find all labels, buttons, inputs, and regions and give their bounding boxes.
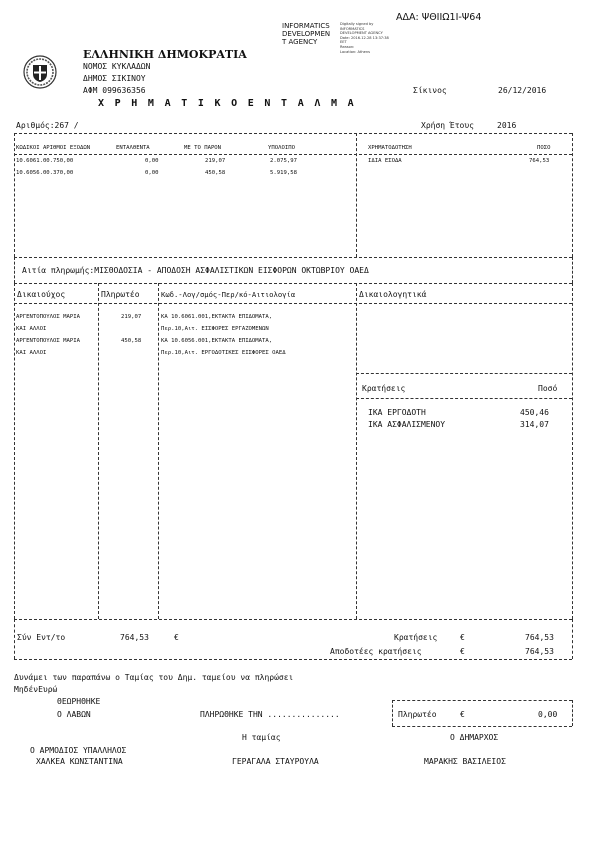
payable-withholdings-label: Αποδοτέες κρατήσεις: [330, 647, 422, 656]
payable-amount: 219,07: [121, 314, 142, 320]
signature-stamp: [282, 22, 330, 46]
issued-value: 0,00: [145, 170, 159, 176]
justification: ΚΑ 10.6056.001,ΕΚΤΑΚΤΑ ΕΠΙΔΟΜΑΤΑ,: [161, 338, 273, 344]
divider: [572, 257, 573, 283]
divider: [572, 133, 573, 257]
withholding-amount: 314,07: [520, 420, 549, 429]
divider: [14, 619, 572, 620]
place: Σίκινος: [413, 86, 447, 95]
col-header-payable: Πληρωτέο: [101, 290, 140, 299]
stamp-detail: DEVELOPMENT AGENCY: [340, 31, 383, 36]
withholdings-total-label: Κρατήσεις: [394, 633, 438, 642]
withholding-name: ΙΚΑ ΑΣΦΑΛΙΣΜΕΝΟΥ: [368, 420, 446, 429]
issued-value: 0,00: [145, 158, 159, 164]
stamp-line-2: DEVELOPMEN: [282, 30, 331, 38]
col-header-justification: Κωδ.-Λογ/σμός-Περ/κό-Αιτιολογία: [161, 290, 296, 299]
stamp-detail: INFORMATICS: [340, 26, 365, 31]
sum-value: 764,53: [120, 633, 149, 642]
account-code: 10.6056.00.370,00: [16, 170, 74, 176]
payment-cause: Αιτία πληρωμής:ΜΙΣΘΟΔΟΣΙΑ - ΑΠΟΔΟΣΗ ΑΣΦΑΛΙΣΤΙΚΩΝ ΕΙΣΦΟΡΩΝ ΟΚΤΩΒΡΙΟΥ ΟΑΕΔ: [22, 266, 369, 275]
balance-value: 2.075,97: [270, 158, 297, 164]
divider: [392, 700, 572, 701]
withholding-name: ΙΚΑ ΕΡΓΟΔΟΤΗ: [368, 408, 426, 417]
seen-label: ΘΕΩΡΗΘΗΚΕ: [57, 697, 101, 706]
beneficiary: ΚΑΙ ΑΛΛΟΙ: [16, 350, 47, 356]
afm: ΑΦΜ 099636356: [83, 86, 146, 95]
document-title: Χ Ρ Η Μ Α Τ Ι Κ Ο Ε Ν Τ Α Λ Μ Α: [98, 98, 356, 109]
withholdings-label: Κρατήσεις: [362, 384, 406, 393]
stamp-line-1: INFORMATICS: [282, 22, 330, 30]
fiscal-year-label: Χρήση Έτους: [421, 121, 474, 130]
divider: [98, 283, 99, 619]
stamp-detail: Location: Athens: [340, 49, 370, 54]
mayor-name: ΜΑΡΑΚΗΣ ΒΑΣΙΛΕΙΟΣ: [424, 757, 506, 766]
stamp-detail: EET: [340, 40, 347, 45]
payable-withholdings-value: 764,53: [525, 647, 554, 656]
municipality: ΔΗΜΟΣ ΣΙΚΙΝΟΥ: [83, 74, 146, 83]
divider: [14, 257, 572, 258]
euro-sign: €: [460, 633, 465, 642]
current-value: 219,07: [205, 158, 226, 164]
official-title: Ο ΑΡΜΟΔΙΟΣ ΥΠΑΛΛΗΛΟΣ: [30, 746, 127, 755]
divider: [572, 283, 573, 619]
justification: Περ.10,Αιτ. ΕΡΓΟΔΟΤΙΚΕΣ ΕΙΣΦΟΡΕΣ ΟΑΕΔ: [161, 350, 286, 356]
divider: [14, 154, 572, 155]
euro-sign: €: [460, 710, 465, 719]
divider: [356, 283, 357, 619]
beneficiary: ΑΡΓΕΝΤΟΠΟΥΛΟΣ ΜΑΡΙΑ: [16, 314, 80, 320]
stamp-line-3: T AGENCY: [282, 38, 318, 46]
balance-value: 5.919,58: [270, 170, 297, 176]
date: 26/12/2016: [498, 86, 547, 95]
divider: [158, 283, 159, 619]
col-header-current: ΜΕ ΤΟ ΠΑΡΟΝ: [184, 145, 222, 151]
col-header-balance: ΥΠΟΛΟΙΠΟ: [268, 145, 295, 151]
divider: [356, 373, 572, 374]
mayor-title: Ο ΔΗΜΑΡΧΟΣ: [450, 733, 499, 742]
withholdings-total-value: 764,53: [525, 633, 554, 642]
divider: [14, 283, 15, 619]
euro-sign: €: [174, 633, 179, 642]
fiscal-year: 2016: [497, 121, 517, 130]
beneficiary: ΚΑΙ ΑΛΛΟΙ: [16, 326, 47, 332]
col-header-accounts: ΚΩΔΙΚΟΙ ΑΡΙΘΜΟΙ ΕΞΟΔΩΝ: [16, 145, 91, 151]
divider: [356, 133, 357, 257]
final-payable-label: Πληρωτέο: [398, 710, 437, 719]
account-code: 10.6061.00.750,00: [16, 158, 74, 164]
divider: [14, 133, 572, 134]
withholdings-amount-label: Ποσό: [538, 384, 558, 393]
divider: [572, 700, 573, 726]
divider: [14, 133, 15, 257]
funding-source: ΙΔΙΑ ΕΣΟΔΑ: [368, 158, 402, 164]
divider: [14, 619, 15, 659]
justification: Περ.10,Αιτ. ΕΙΣΦΟΡΕΣ ΕΡΓΑΖΟΜΕΝΩΝ: [161, 326, 269, 332]
col-header-documents: Δικαιολογητικά: [359, 290, 427, 299]
col-header-issued: ΕΝΤΑΛΘΕΝΤΑ: [116, 145, 150, 151]
treasurer-title: Η ταμίας: [242, 733, 281, 742]
order-number: Αριθμός:267 /: [16, 121, 79, 130]
treasurer-name: ΓΕΡΑΓΑΛΑ ΣΤΑΥΡΟΥΛΑ: [232, 757, 319, 766]
received-label: Ο ΛΑΒΩΝ: [57, 710, 91, 719]
stamp-detail: Digitally signed by: [340, 22, 374, 26]
col-header-amount: ΠΟΣΟ: [537, 145, 551, 151]
col-header-funding: ΧΡΗΜΑΤΟΔΟΤΗΣΗ: [368, 145, 412, 151]
prefecture: ΝΟΜΟΣ ΚΥΚΛΑΔΩΝ: [83, 62, 151, 71]
current-value: 450,58: [205, 170, 226, 176]
greek-emblem-icon: [23, 55, 57, 89]
sum-label: Σύν Εντ/το: [17, 633, 66, 642]
justification: ΚΑ 10.6061.001,ΕΚΤΑΚΤΑ ΕΠΙΔΟΜΑΤΑ,: [161, 314, 273, 320]
official-name: ΧΑΛΚΕΑ ΚΩΝΣΤΑΝΤΙΝΑ: [36, 757, 123, 766]
stamp-details: [340, 22, 389, 54]
ada-code: ΑΔΑ: ΨΘΙΙΩ1Ι-Ψ64: [396, 12, 482, 23]
euro-sign: €: [460, 647, 465, 656]
withholding-amount: 450,46: [520, 408, 549, 417]
payable-amount: 450,58: [121, 338, 142, 344]
payment-instruction: Δυνάμει των παραπάνω ο Ταμίας του Δημ. ταμείου να πληρώσει: [14, 673, 294, 682]
beneficiary: ΑΡΓΕΝΤΟΠΟΥΛΟΣ ΜΑΡΙΑ: [16, 338, 80, 344]
stamp-detail: Date: 2016.12.28 13:37:38: [340, 35, 389, 40]
divider: [356, 398, 572, 399]
divider: [14, 257, 15, 283]
stamp-detail: Reason:: [340, 44, 355, 49]
final-payable-value: 0,00: [538, 710, 558, 719]
amount-value: 764,53: [529, 158, 550, 164]
country-title: ΕΛΛΗΝΙΚΗ ΔΗΜΟΚΡΑΤΙΑ: [83, 48, 247, 61]
divider: [572, 619, 573, 659]
divider: [14, 303, 572, 304]
divider: [392, 700, 393, 726]
col-header-beneficiary: Δικαιούχος: [17, 290, 66, 299]
amount-in-words: ΜηδένΕυρώ: [14, 685, 58, 694]
divider: [392, 726, 572, 727]
divider: [14, 659, 572, 660]
paid-on-label: ΠΛΗΡΩΘΗΚΕ ΤΗΝ ...............: [200, 710, 340, 719]
